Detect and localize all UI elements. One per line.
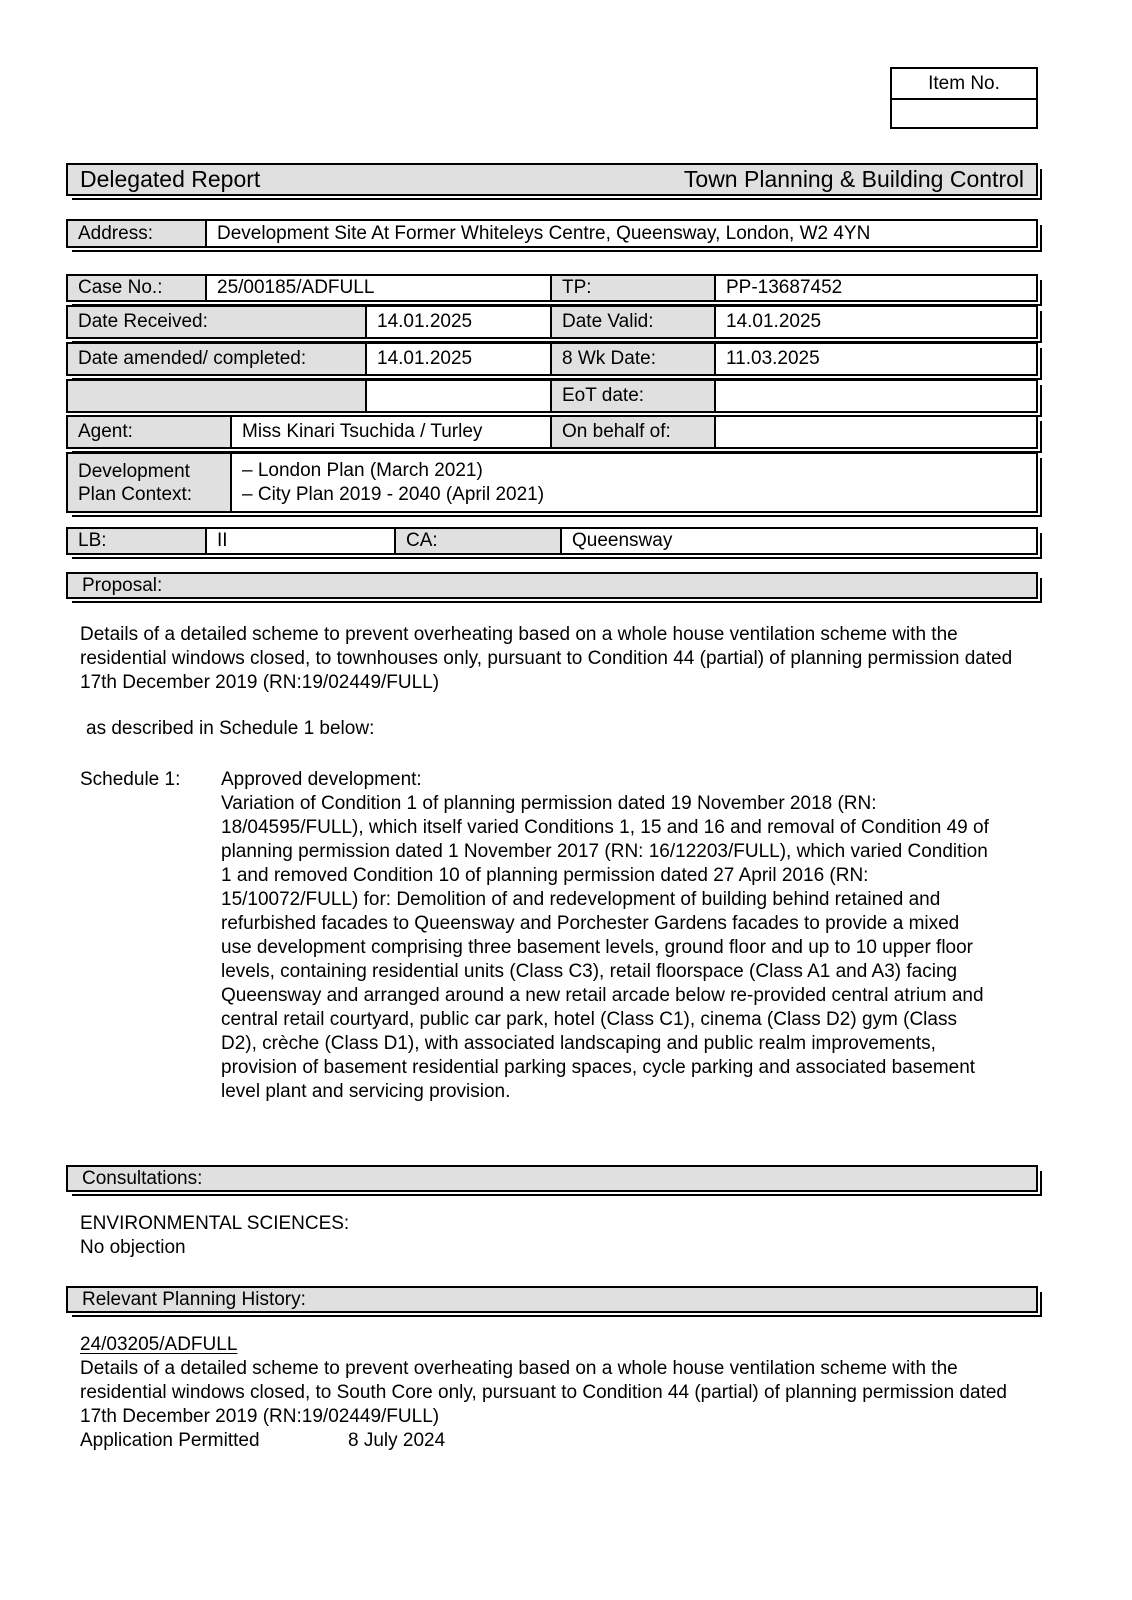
title-bar xyxy=(66,163,1038,196)
schedule-1-body: Variation of Condition 1 of planning permission dated 19 November 2018 (RN: 18/04595/FULL), which itself varied Conditions 1, 15 and 16 and removal of Condition 49 of planning permission dated 1 November 2017 (RN: 16/12203/FULL), which varied Condition 1 and removed Condition 10 of planning permission dated 27 April 2016 (RN: 15/10072/FULL) for: Demolition of and redevelopment of building behind retained and refurbished facades to Queensway and Porchester Gardens facades to provide a mixed use development comprising three basement levels, ground floor and up to 10 upper floor levels, containing residential units (Class C3), retail floorspace (Class A1 and A3) facing Queensway and arranged around a new retail arcade below re-provided central atrium and central retail courtyard, public car park, hotel (Class C1), cinema (Class D2) gym (Class D2), crèche (Class D1), with associated landscaping and public realm improvements, provision of basement residential parking spaces, cycle parking and associated basement level plant and servicing provision. xyxy=(221,793,989,1102)
history-description: Details of a detailed scheme to prevent overheating based on a whole house ventilation scheme with the residential windows closed, to South Core only, pursuant to Condition 44 (partial) of planning permission dated 17th December 2019 (RN:19/02449/FULL) xyxy=(80,1358,1007,1427)
eot-date-label: EoT date: xyxy=(550,381,714,411)
on-behalf-value xyxy=(714,417,1036,447)
date-valid-label: Date Valid: xyxy=(550,307,714,337)
dev-plan-label: Development Plan Context: xyxy=(68,454,230,511)
date-received-row xyxy=(66,305,1038,339)
schedule-1-block xyxy=(66,768,1038,1104)
date-amended-value: 14.01.2025 xyxy=(365,344,550,374)
agent-value: Miss Kinari Tsuchida / Turley xyxy=(230,417,550,447)
eot-date-value xyxy=(714,381,1036,411)
date-received-value: 14.01.2025 xyxy=(365,307,550,337)
empty-label-cell xyxy=(68,381,365,411)
proposal-body-text: Details of a detailed scheme to prevent overheating based on a whole house ventilation scheme with the residential windows closed, to townhouses only, pursuant to Condition 44 (partial) of planning permission dated 17th December 2019 (RN:19/02449/FULL) xyxy=(80,624,1013,693)
history-decision: Application Permitted xyxy=(80,1430,260,1451)
development-plan-row xyxy=(66,452,1038,513)
lb-label: LB: xyxy=(68,529,205,553)
agent-label: Agent: xyxy=(68,417,230,447)
case-no-value: 25/00185/ADFULL xyxy=(205,276,550,300)
schedule-1-title: Approved development: xyxy=(221,769,422,790)
dev-plan-line-2: – City Plan 2019 - 2040 (April 2021) xyxy=(242,483,545,505)
schedule-1-content xyxy=(221,768,991,1104)
agent-row xyxy=(66,415,1038,449)
on-behalf-label: On behalf of: xyxy=(550,417,714,447)
eot-date-row xyxy=(66,379,1038,413)
history-case-reference: 24/03205/ADFULL xyxy=(80,1334,238,1355)
history-section-heading: Relevant Planning History: xyxy=(66,1286,1038,1313)
history-decision-date: 8 July 2024 xyxy=(348,1430,446,1451)
report-title: Delegated Report xyxy=(80,166,261,192)
item-no-box xyxy=(890,67,1038,129)
address-label: Address: xyxy=(68,221,205,246)
department-title: Town Planning & Building Control xyxy=(683,166,1024,192)
history-decision-line xyxy=(66,1429,1038,1453)
8wk-date-value: 11.03.2025 xyxy=(714,344,1036,374)
date-valid-value: 14.01.2025 xyxy=(714,307,1036,337)
consultee-name: ENVIRONMENTAL SCIENCES: xyxy=(80,1213,350,1234)
tp-value: PP-13687452 xyxy=(714,276,1036,300)
date-amended-label: Date amended/ completed: xyxy=(68,344,365,374)
empty-value-cell xyxy=(365,381,550,411)
ca-value: Queensway xyxy=(560,529,1036,553)
ca-label: CA: xyxy=(394,529,560,553)
8wk-date-label: 8 Wk Date: xyxy=(550,344,714,374)
lb-value: II xyxy=(205,529,394,553)
case-no-label: Case No.: xyxy=(68,276,205,300)
lb-ca-row xyxy=(66,527,1038,555)
schedule-1-label: Schedule 1: xyxy=(80,769,181,790)
item-no-value xyxy=(892,100,1036,127)
date-received-label: Date Received: xyxy=(68,307,365,337)
schedule-intro-text: as described in Schedule 1 below: xyxy=(86,718,375,739)
item-no-label: Item No. xyxy=(892,69,1036,100)
consultations-section-heading: Consultations: xyxy=(66,1165,1038,1192)
consultee-response: No objection xyxy=(80,1237,186,1258)
case-number-row xyxy=(66,274,1038,302)
tp-label: TP: xyxy=(550,276,714,300)
proposal-section-heading: Proposal: xyxy=(66,572,1038,599)
date-amended-row xyxy=(66,342,1038,376)
consultations-block xyxy=(66,1212,1038,1260)
dev-plan-value xyxy=(230,454,1036,511)
address-row xyxy=(66,219,1038,248)
dev-plan-line-1: – London Plan (March 2021) xyxy=(242,459,483,481)
address-value: Development Site At Former Whiteleys Centre, Queensway, London, W2 4YN xyxy=(205,221,1036,246)
